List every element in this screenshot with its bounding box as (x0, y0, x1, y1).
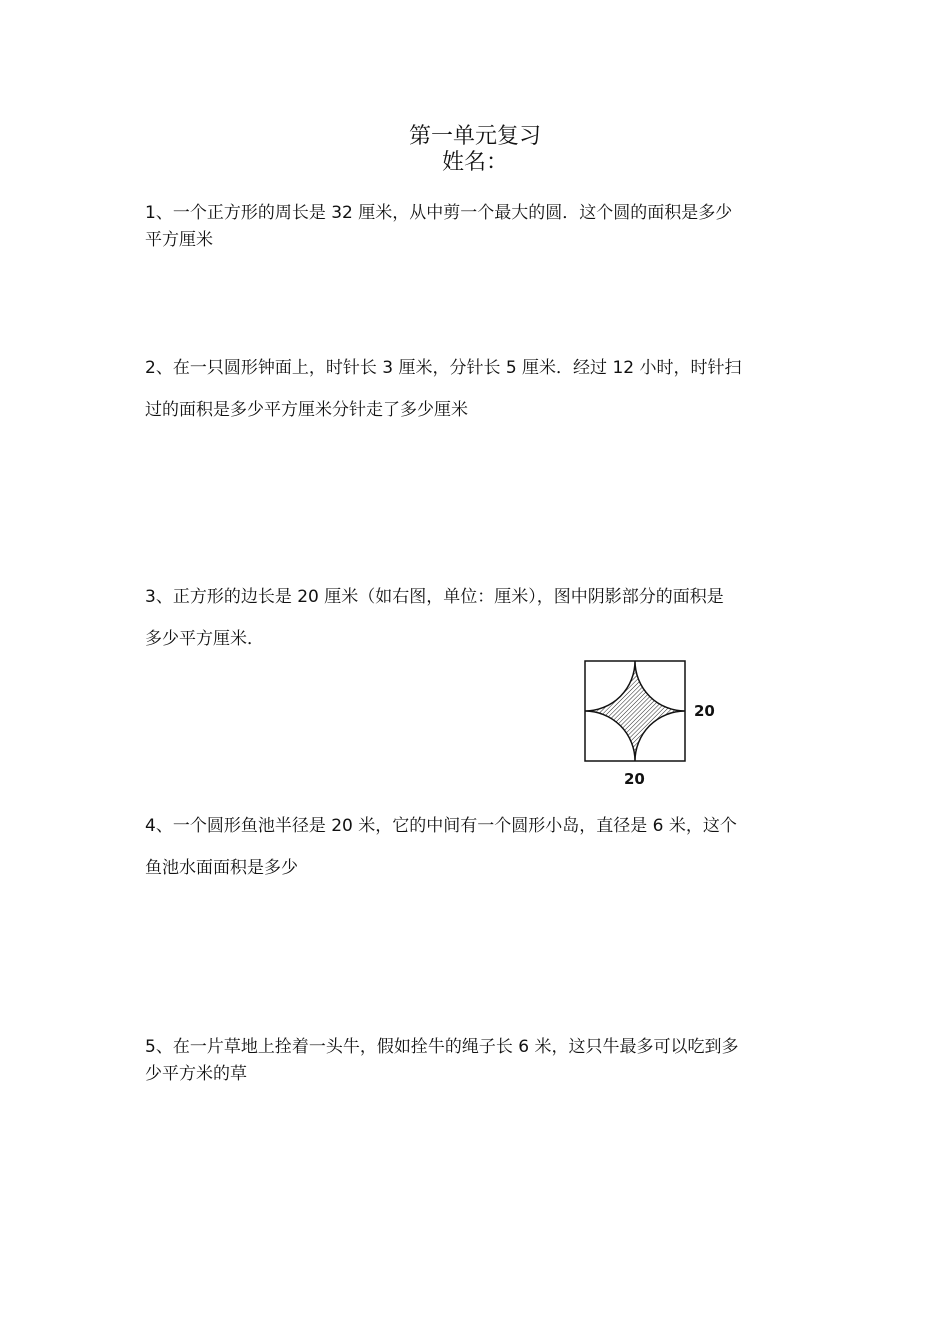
question-3-line-2: 多少平方厘米． (145, 629, 264, 649)
figure-side-label-right: 20 (694, 702, 715, 720)
question-3 (145, 576, 815, 660)
question-2 (145, 347, 815, 431)
page-title: 第一单元复习 (408, 124, 541, 149)
question-1-line-1: 1、一个正方形的周长是 32 厘米，从中剪一个最大的圆．这个圆的面积是多少 (145, 203, 733, 223)
question-5 (145, 1034, 815, 1088)
question-2-line-1: 2、在一只圆形钟面上，时针长 3 厘米，分针长 5 厘米．经过 12 小时，时针扫 (145, 358, 742, 378)
name-label: 姓名： (441, 150, 508, 175)
shaded-region (585, 661, 685, 761)
question-5-line-2: 少平方米的草 (145, 1064, 247, 1084)
square-with-quarter-arcs-diagram (582, 658, 688, 764)
question-4 (145, 805, 815, 889)
shaded-square-figure (582, 658, 727, 790)
question-4-line-1: 4、一个圆形鱼池半径是 20 米，它的中间有一个圆形小岛，直径是 6 米，这个 (145, 816, 737, 836)
question-5-line-1: 5、在一片草地上拴着一头牛，假如拴牛的绳子长 6 米，这只牛最多可以吃到多 (145, 1037, 739, 1057)
question-1-line-2: 平方厘米 (145, 230, 213, 250)
question-1 (145, 200, 815, 254)
question-3-line-1: 3、正方形的边长是 20 厘米（如右图，单位：厘米），图中阴影部分的面积是 (145, 587, 724, 607)
figure-side-label-bottom: 20 (624, 770, 645, 788)
question-2-line-2: 过的面积是多少平方厘米分针走了多少厘米 (145, 400, 468, 420)
question-4-line-2: 鱼池水面面积是多少 (145, 858, 298, 878)
